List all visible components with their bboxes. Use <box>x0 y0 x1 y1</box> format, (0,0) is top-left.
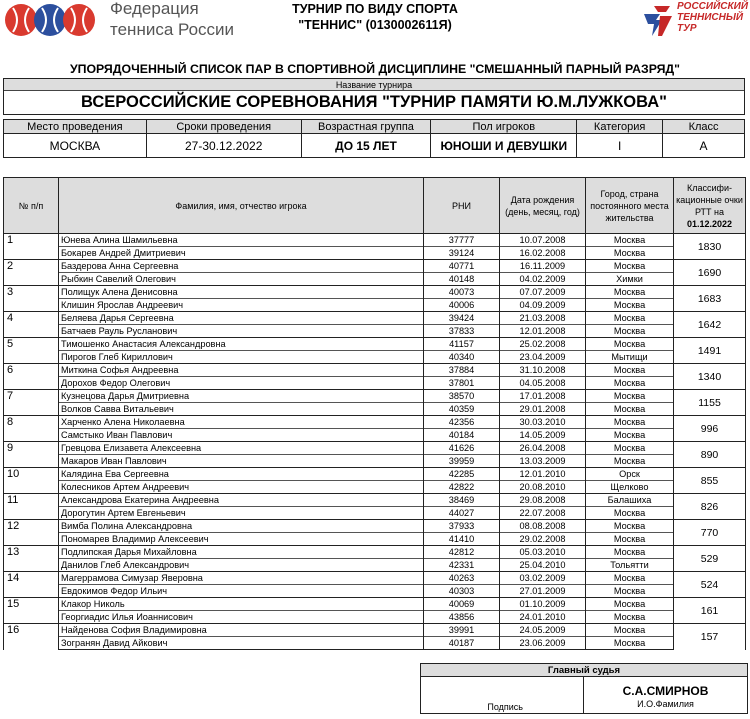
player-dob: 22.07.2008 <box>500 507 586 520</box>
header-name: Фамилия, имя, отчество игрока <box>59 178 424 234</box>
player-rni: 40073 <box>424 286 500 299</box>
player-name: Дорогутин Артем Евгеньевич <box>59 507 424 520</box>
info-category: I <box>577 134 663 158</box>
player-city: Москва <box>586 299 674 312</box>
player-city: Тольятти <box>586 559 674 572</box>
player-rni: 41626 <box>424 442 500 455</box>
info-gender: ЮНОШИ И ДЕВУШКИ <box>431 134 577 158</box>
player-city: Москва <box>586 338 674 351</box>
player-city: Москва <box>586 377 674 390</box>
player-rni: 37933 <box>424 520 500 533</box>
player-name: Беляева Дарья Сергеевна <box>59 312 424 325</box>
player-name: Клишин Ярослав Андреевич <box>59 299 424 312</box>
table-row <box>4 260 746 273</box>
player-dob: 16.11.2009 <box>500 260 586 273</box>
player-rni: 38570 <box>424 390 500 403</box>
info-value-row <box>4 134 745 158</box>
player-rni: 40263 <box>424 572 500 585</box>
table-row <box>4 234 746 247</box>
referee-name-label: И.О.Фамилия <box>637 699 694 709</box>
player-name: Александрова Екатерина Андреевна <box>59 494 424 507</box>
pair-number: 2 <box>4 260 59 286</box>
player-city: Москва <box>586 637 674 650</box>
player-name: Евдокимов Федор Ильич <box>59 585 424 598</box>
player-rni: 43856 <box>424 611 500 624</box>
info-header-row <box>4 120 745 134</box>
player-dob: 04.09.2009 <box>500 299 586 312</box>
player-city: Москва <box>586 390 674 403</box>
table-row <box>4 611 746 624</box>
info-place: МОСКВА <box>4 134 147 158</box>
player-city: Москва <box>586 546 674 559</box>
table-row <box>4 559 746 572</box>
player-city: Мытищи <box>586 351 674 364</box>
player-rni: 41410 <box>424 533 500 546</box>
player-dob: 23.04.2009 <box>500 351 586 364</box>
player-dob: 12.01.2010 <box>500 468 586 481</box>
player-rni: 44027 <box>424 507 500 520</box>
player-rni: 39991 <box>424 624 500 637</box>
rtt-line2: ТЕННИСНЫЙ <box>677 12 744 23</box>
player-city: Москва <box>586 507 674 520</box>
table-row <box>4 624 746 637</box>
rtt-logo-icon <box>640 4 674 38</box>
player-dob: 01.10.2009 <box>500 598 586 611</box>
table-row <box>4 416 746 429</box>
player-dob: 23.06.2009 <box>500 637 586 650</box>
pair-points: 529 <box>674 546 746 572</box>
player-rni: 37777 <box>424 234 500 247</box>
player-dob: 27.01.2009 <box>500 585 586 598</box>
player-name: Гревцова Елизавета Алексеевна <box>59 442 424 455</box>
player-name: Колесников Артем Андреевич <box>59 481 424 494</box>
player-dob: 16.02.2008 <box>500 247 586 260</box>
pair-number: 3 <box>4 286 59 312</box>
referee-signature-label: Подпись <box>487 702 523 712</box>
header-dob: Дата рождения (день, месяц, год) <box>500 178 586 234</box>
info-header-place: Место проведения <box>4 120 147 134</box>
player-dob: 12.01.2008 <box>500 325 586 338</box>
pair-number: 7 <box>4 390 59 416</box>
player-dob: 13.03.2009 <box>500 455 586 468</box>
player-city: Москва <box>586 234 674 247</box>
table-row <box>4 598 746 611</box>
player-dob: 04.02.2009 <box>500 273 586 286</box>
table-row <box>4 364 746 377</box>
header-points-date: 01.12.2022 <box>686 218 733 229</box>
player-name: Калядина Ева Сергеевна <box>59 468 424 481</box>
table-row <box>4 533 746 546</box>
info-header-category: Категория <box>577 120 663 134</box>
sport-line1: ТУРНИР ПО ВИДУ СПОРТА <box>292 2 458 16</box>
referee-box <box>420 663 748 714</box>
player-dob: 20.08.2010 <box>500 481 586 494</box>
pair-number: 15 <box>4 598 59 624</box>
header-points-label: Классифи-кационные очки РТТ на <box>676 182 743 217</box>
table-row <box>4 403 746 416</box>
player-name: Георгиадис Илья Иоаннисович <box>59 611 424 624</box>
player-city: Щелково <box>586 481 674 494</box>
player-rni: 40006 <box>424 299 500 312</box>
federation-logo-icon <box>4 2 96 38</box>
player-dob: 29.01.2008 <box>500 403 586 416</box>
player-name: Баздерова Анна Сергеевна <box>59 260 424 273</box>
player-rni: 42356 <box>424 416 500 429</box>
pair-number: 1 <box>4 234 59 260</box>
referee-label: Главный судья <box>421 664 747 677</box>
table-row <box>4 468 746 481</box>
pair-number: 6 <box>4 364 59 390</box>
player-rni: 40184 <box>424 429 500 442</box>
player-name: Волков Савва Витальевич <box>59 403 424 416</box>
table-row <box>4 390 746 403</box>
player-dob: 17.01.2008 <box>500 390 586 403</box>
player-dob: 07.07.2009 <box>500 286 586 299</box>
tournament-label: Название турнира <box>4 79 744 91</box>
pair-points: 1155 <box>674 390 746 416</box>
player-rni: 42331 <box>424 559 500 572</box>
player-city: Орск <box>586 468 674 481</box>
table-row <box>4 338 746 351</box>
pair-points: 826 <box>674 494 746 520</box>
player-rni: 38469 <box>424 494 500 507</box>
table-row <box>4 312 746 325</box>
pairs-header-row <box>4 178 746 234</box>
pair-number: 16 <box>4 624 59 650</box>
tournament-name: ВСЕРОССИЙСКИЕ СОРЕВНОВАНИЯ "ТУРНИР ПАМЯТИ Ю.М.ЛУЖКОВА" <box>81 93 667 111</box>
pair-number: 8 <box>4 416 59 442</box>
player-name: Зогранян Давид Айкович <box>59 637 424 650</box>
pair-points: 161 <box>674 598 746 624</box>
player-name: Макаров Иван Павлович <box>59 455 424 468</box>
header-city: Город, страна постоянного места жительства <box>586 178 674 234</box>
table-row <box>4 299 746 312</box>
table-row <box>4 481 746 494</box>
pair-number: 13 <box>4 546 59 572</box>
table-row <box>4 455 746 468</box>
sport-title <box>270 1 480 33</box>
player-rni: 40148 <box>424 273 500 286</box>
player-city: Москва <box>586 247 674 260</box>
player-name: Подлипская Дарья Михайловна <box>59 546 424 559</box>
player-city: Москва <box>586 572 674 585</box>
list-title: УПОРЯДОЧЕННЫЙ СПИСОК ПАР В СПОРТИВНОЙ ДИСЦИПЛИНЕ "СМЕШАННЫЙ ПАРНЫЙ РАЗРЯД" <box>69 62 681 76</box>
player-name: Батчаев Рауль Русланович <box>59 325 424 338</box>
player-city: Балашиха <box>586 494 674 507</box>
player-rni: 42812 <box>424 546 500 559</box>
table-row <box>4 247 746 260</box>
player-name: Полищук Алена Денисовна <box>59 286 424 299</box>
player-name: Данилов Глеб Александрович <box>59 559 424 572</box>
referee-signature-cell <box>421 677 584 713</box>
player-name: Пономарев Владимир Алексеевич <box>59 533 424 546</box>
player-dob: 31.10.2008 <box>500 364 586 377</box>
pair-number: 14 <box>4 572 59 598</box>
table-row <box>4 585 746 598</box>
info-header-class: Класс <box>663 120 745 134</box>
player-rni: 40340 <box>424 351 500 364</box>
pair-number: 5 <box>4 338 59 364</box>
info-age: ДО 15 ЛЕТ <box>301 134 431 158</box>
table-row <box>4 572 746 585</box>
table-row <box>4 520 746 533</box>
player-city: Москва <box>586 624 674 637</box>
info-header-dates: Сроки проведения <box>146 120 301 134</box>
player-rni: 37884 <box>424 364 500 377</box>
header-num: № п/п <box>4 178 59 234</box>
tournament-box <box>3 78 745 115</box>
document-header <box>0 0 750 60</box>
player-rni: 40303 <box>424 585 500 598</box>
player-rni: 42822 <box>424 481 500 494</box>
pair-points: 1642 <box>674 312 746 338</box>
table-row <box>4 325 746 338</box>
player-city: Москва <box>586 416 674 429</box>
player-dob: 03.02.2009 <box>500 572 586 585</box>
pair-number: 11 <box>4 494 59 520</box>
pair-number: 12 <box>4 520 59 546</box>
player-rni: 39424 <box>424 312 500 325</box>
player-city: Москва <box>586 533 674 546</box>
player-dob: 29.08.2008 <box>500 494 586 507</box>
player-rni: 40771 <box>424 260 500 273</box>
player-name: Дорохов Федор Олегович <box>59 377 424 390</box>
player-name: Пирогов Глеб Кириллович <box>59 351 424 364</box>
pair-points: 157 <box>674 624 746 650</box>
player-dob: 08.08.2008 <box>500 520 586 533</box>
player-city: Москва <box>586 364 674 377</box>
player-city: Москва <box>586 598 674 611</box>
player-dob: 21.03.2008 <box>500 312 586 325</box>
tournament-info-table <box>3 119 745 158</box>
table-row <box>4 273 746 286</box>
player-rni: 42285 <box>424 468 500 481</box>
table-row <box>4 351 746 364</box>
table-row <box>4 377 746 390</box>
pair-number: 9 <box>4 442 59 468</box>
rtt-line1: РОССИЙСКИЙ <box>677 1 749 12</box>
player-name: Кузнецова Дарья Дмитриевна <box>59 390 424 403</box>
player-city: Москва <box>586 286 674 299</box>
player-dob: 24.01.2010 <box>500 611 586 624</box>
player-name: Юнева Алина Шамильевна <box>59 234 424 247</box>
info-class: А <box>663 134 745 158</box>
federation-line1: Федерация <box>110 0 199 18</box>
player-name: Рыбкин Савелий Олегович <box>59 273 424 286</box>
player-rni: 39959 <box>424 455 500 468</box>
player-dob: 10.07.2008 <box>500 234 586 247</box>
pair-points: 1830 <box>674 234 746 260</box>
table-row <box>4 286 746 299</box>
pairs-table <box>3 177 746 650</box>
player-city: Москва <box>586 455 674 468</box>
player-name: Клакор Николь <box>59 598 424 611</box>
table-row <box>4 429 746 442</box>
pair-points: 1690 <box>674 260 746 286</box>
pair-points: 1340 <box>674 364 746 390</box>
player-rni: 37833 <box>424 325 500 338</box>
rtt-line3: ТУР <box>677 23 697 34</box>
player-city: Москва <box>586 403 674 416</box>
player-dob: 29.02.2008 <box>500 533 586 546</box>
player-name: Бокарев Андрей Дмитриевич <box>59 247 424 260</box>
player-city: Москва <box>586 260 674 273</box>
player-city: Москва <box>586 325 674 338</box>
table-row <box>4 442 746 455</box>
player-name: Миткина Софья Андреевна <box>59 364 424 377</box>
player-name: Магеррамова Симузар Яверовна <box>59 572 424 585</box>
player-rni: 40187 <box>424 637 500 650</box>
player-city: Москва <box>586 585 674 598</box>
info-header-gender: Пол игроков <box>431 120 577 134</box>
referee-name: С.А.СМИРНОВ <box>622 684 709 698</box>
federation-line2: тенниса России <box>110 20 235 39</box>
header-points <box>674 178 746 234</box>
pair-number: 10 <box>4 468 59 494</box>
player-dob: 25.02.2008 <box>500 338 586 351</box>
player-city: Москва <box>586 312 674 325</box>
player-dob: 05.03.2010 <box>500 546 586 559</box>
player-dob: 24.05.2009 <box>500 624 586 637</box>
pair-points: 770 <box>674 520 746 546</box>
pair-points: 855 <box>674 468 746 494</box>
player-rni: 37801 <box>424 377 500 390</box>
player-name: Найденова София Владимировна <box>59 624 424 637</box>
rtt-name <box>677 1 748 34</box>
table-row <box>4 546 746 559</box>
federation-name <box>110 0 234 40</box>
referee-name-cell <box>584 677 747 713</box>
pair-number: 4 <box>4 312 59 338</box>
pair-points: 1491 <box>674 338 746 364</box>
player-city: Москва <box>586 520 674 533</box>
player-city: Москва <box>586 611 674 624</box>
player-dob: 25.04.2010 <box>500 559 586 572</box>
rtt-logo <box>640 2 750 40</box>
player-dob: 30.03.2010 <box>500 416 586 429</box>
info-dates: 27-30.12.2022 <box>146 134 301 158</box>
player-dob: 04.05.2008 <box>500 377 586 390</box>
player-dob: 26.04.2008 <box>500 442 586 455</box>
pair-points: 524 <box>674 572 746 598</box>
player-rni: 40359 <box>424 403 500 416</box>
player-city: Химки <box>586 273 674 286</box>
player-city: Москва <box>586 442 674 455</box>
player-rni: 39124 <box>424 247 500 260</box>
player-name: Харченко Алена Николаевна <box>59 416 424 429</box>
player-name: Самстыко Иван Павлович <box>59 429 424 442</box>
header-rni: РНИ <box>424 178 500 234</box>
player-city: Москва <box>586 429 674 442</box>
player-rni: 41157 <box>424 338 500 351</box>
pair-points: 1683 <box>674 286 746 312</box>
info-header-age: Возрастная группа <box>301 120 431 134</box>
player-name: Тимошенко Анастасия Александровна <box>59 338 424 351</box>
player-rni: 40069 <box>424 598 500 611</box>
pair-points: 996 <box>674 416 746 442</box>
table-row <box>4 637 746 650</box>
player-name: Вимба Полина Александровна <box>59 520 424 533</box>
pair-points: 890 <box>674 442 746 468</box>
player-dob: 14.05.2009 <box>500 429 586 442</box>
table-row <box>4 494 746 507</box>
table-row <box>4 507 746 520</box>
sport-line2: "ТЕННИС" (0130002611Я) <box>298 18 452 32</box>
